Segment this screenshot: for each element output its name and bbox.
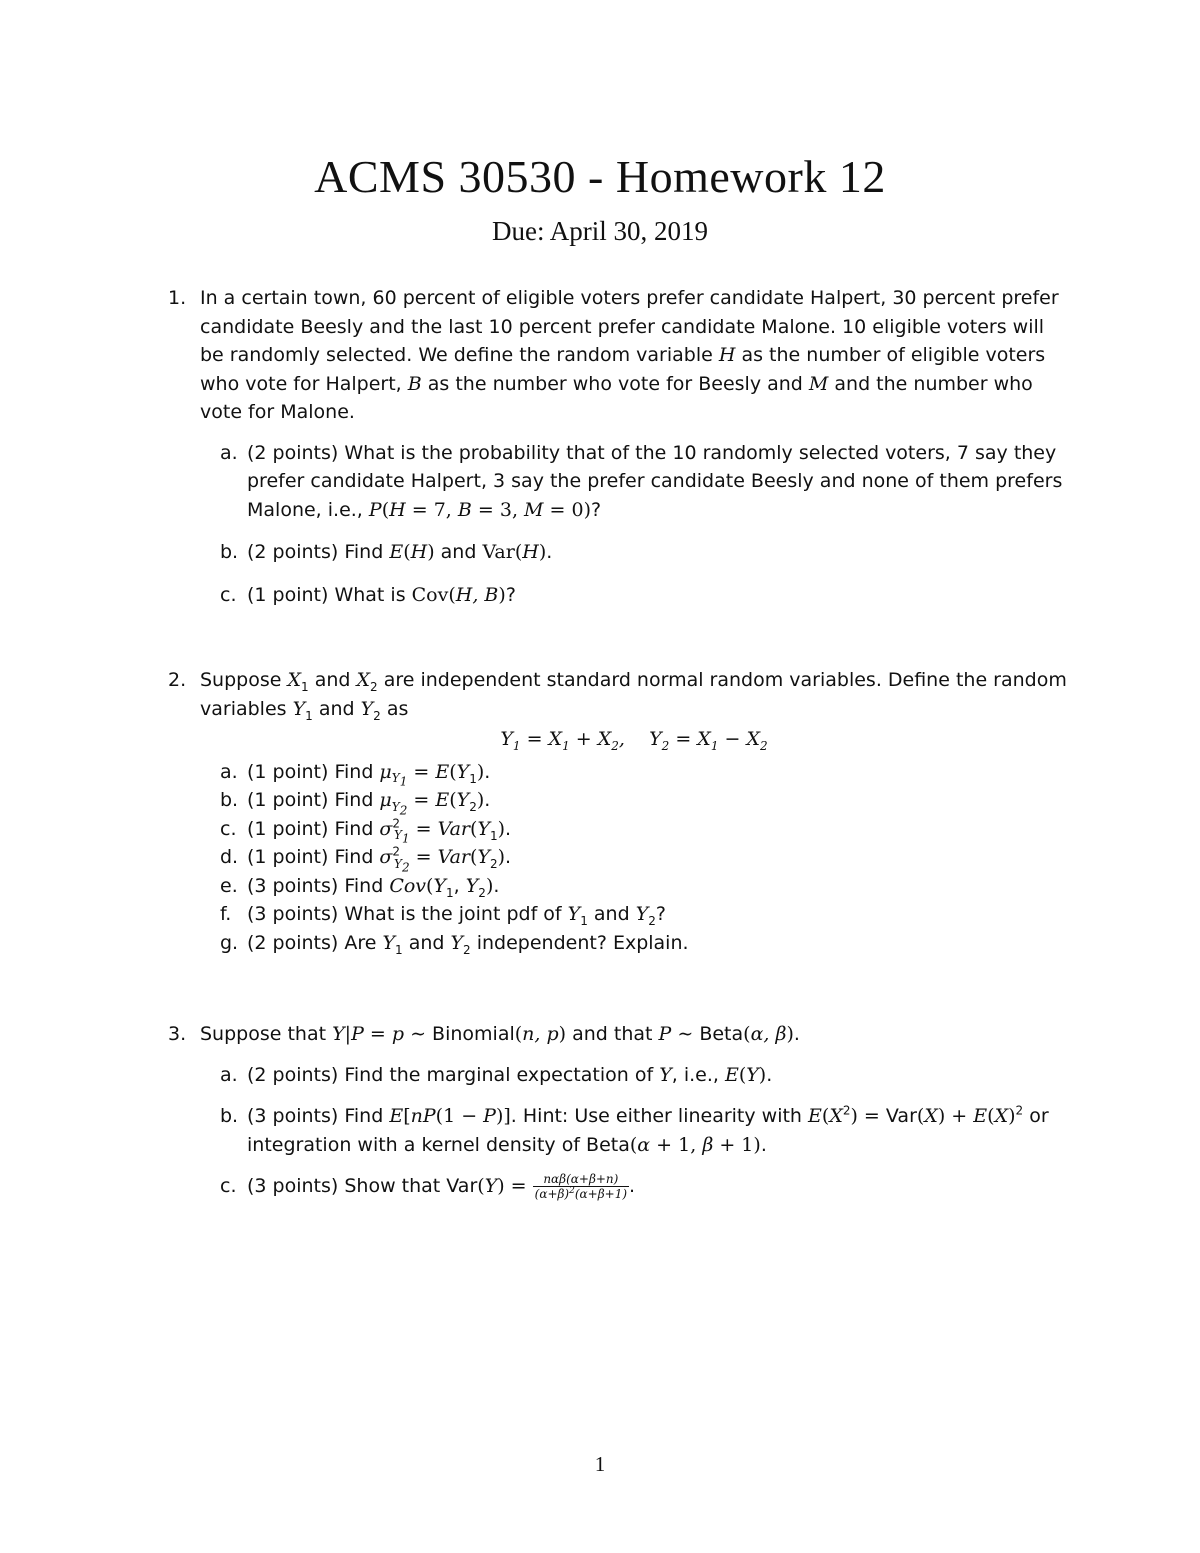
part-label: c. xyxy=(220,817,237,840)
part-c: c. (3 points) Show that Var(Y) = $\frac{\text{nαβ(α+β+n)}}{(\alpha+\beta)^2(\alpha+\beta+1)}$ . xyxy=(220,1172,636,1201)
display-equation: $Y_1 = X_1 + X_2$, $Y_2 = X_1 - X_2$ xyxy=(500,728,768,753)
problem-text: Suppose $X_1$ and $X_2$ are independent standard normal random variables. Define the random variables $Y_1$ and $Y_2$ as xyxy=(200,669,1067,723)
part-label: e. xyxy=(220,874,238,897)
variance-fraction: $\frac{\text{nαβ(α+β+n)}}{(\alpha+\beta)^2(\alpha+\beta+1)}$ xyxy=(534,1172,628,1201)
part-label: a. xyxy=(220,1063,238,1086)
page-number: 1 xyxy=(594,1452,606,1476)
document-title: ACMS 30530 - Homework 12 xyxy=(314,151,886,202)
part-a: a. (2 points) What is the probability that of the 10 randomly selected voters, 7 say they prefer candidate Halpert, 3 say the prefer candidate Beesly and none of them prefers Malone, i.e., P(H = 7, B = 3, M = 0)? xyxy=(200,439,1068,525)
part-label: b. xyxy=(220,541,239,563)
part-c: c. (1 point) Find $\sigma^2_{Y_1} = Var(Y_1)$. xyxy=(220,816,512,846)
part-label: b. xyxy=(220,789,239,811)
problem-3 xyxy=(168,1020,1068,1201)
problem-text: Suppose that Y|P = p ∼ Binomial(n, p) and that P ∼ Beta(α, β). xyxy=(200,1023,800,1045)
problem-1 xyxy=(168,284,1068,609)
problem-parts xyxy=(200,758,1068,958)
part-label: a. xyxy=(220,760,238,783)
part-f: f. (3 points) What is the joint pdf of $Y_1$ and $Y_2$? xyxy=(200,900,1068,929)
part-a: a. (1 point) Find $\mu_{Y_1} = E(Y_1)$. xyxy=(200,758,1068,787)
problem-text: In a certain town, 60 percent of eligible voters prefer candidate Halpert, 30 percent prefer candidate Beesly and the last 10 percent prefer candidate Malone. 10 eligible voters will be randomly selected. We define the random variable H as the number of eligible voters who vote for Halpert, B as the number who vote for Beesly and M and the number who vote for Malone. xyxy=(200,287,1059,423)
part-label: f. xyxy=(220,903,232,925)
problem-number: 2. xyxy=(168,669,187,691)
part-label: g. xyxy=(220,931,239,954)
problem-parts xyxy=(200,1061,1068,1202)
problem-2 xyxy=(168,666,1068,957)
part-label: c. xyxy=(220,583,237,606)
part-label: a. xyxy=(220,441,238,464)
part-b: b. (1 point) Find $\mu_{Y_2} = E(Y_2)$. xyxy=(200,786,1068,815)
part-b: b. (3 points) Find E[nP(1 − P)]. Hint: Use either linearity with $E(X^2) = Var(X) + E(X)^2$ or integration with a kernel density of Beta(α + 1, β + 1). xyxy=(220,1103,1049,1156)
part-label: b. xyxy=(220,1105,239,1127)
part-d: d. (1 point) Find $\sigma^2_{Y_2} = Var(Y_2)$. xyxy=(220,844,512,875)
due-date: Due: April 30, 2019 xyxy=(492,216,708,246)
part-label: d. xyxy=(220,846,239,868)
problem-parts xyxy=(200,439,1068,610)
part-label: c. xyxy=(220,1175,237,1197)
problem-number: 3. xyxy=(168,1023,187,1045)
problem-number: 1. xyxy=(168,287,187,309)
part-b: b. (2 points) Find E(H) and Var(H). xyxy=(200,538,1068,567)
part-a: a. (2 points) Find the marginal expectation of Y, i.e., E(Y). xyxy=(200,1061,1068,1090)
part-e: e. (3 points) Find $Cov(Y_1$, $Y_2$). xyxy=(200,872,1068,901)
part-c: c. (1 point) What is Cov(H, B)? xyxy=(200,581,1068,610)
part-g: g. (2 points) Are $Y_1$ and $Y_2$ independent? Explain. xyxy=(200,929,1068,958)
